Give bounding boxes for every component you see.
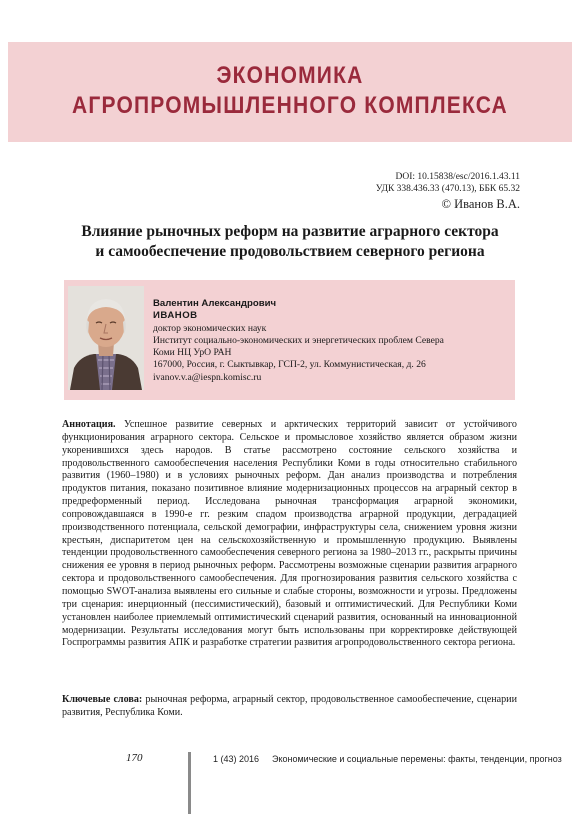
portrait-illustration	[68, 286, 144, 390]
author-institute-line2: Коми НЦ УрО РАН	[153, 347, 232, 359]
article-title-line1: Влияние рыночных реформ на развитие аграрного сектора	[81, 223, 499, 240]
doi: DOI: 10.15838/esc/2016.1.43.11	[395, 172, 520, 182]
author-institute-line1: Институт социально-экономических и энергетических проблем Севера	[153, 334, 444, 346]
abstract-label: Аннотация.	[62, 419, 116, 430]
banner-title-line2: АГРОПРОМЫШЛЕННОГО КОМПЛЕКСА	[72, 92, 508, 119]
journal-name: Экономические и социальные перемены: факты, тенденции, прогноз	[272, 754, 562, 764]
keywords-label: Ключевые слова:	[62, 694, 143, 705]
footer-divider	[188, 752, 191, 814]
author-email[interactable]: ivanov.v.a@iespn.komisc.ru	[153, 371, 262, 383]
author-address: 167000, Россия, г. Сыктывкар, ГСП-2, ул. Коммунистическая, д. 26	[153, 359, 426, 371]
article-title	[40, 222, 540, 262]
page-number: 170	[126, 752, 143, 764]
author-info-box	[64, 280, 515, 400]
author-first-name: Валентин Александрович	[153, 298, 277, 309]
author-photo	[68, 286, 144, 390]
copyright: © Иванов В.А.	[441, 197, 520, 211]
keywords	[62, 694, 517, 720]
article-title-line2: и самообеспечение продовольствием северного региона	[95, 243, 485, 260]
author-last-name: ИВАНОВ	[153, 310, 198, 322]
abstract	[62, 419, 517, 650]
keywords-text: рыночная реформа, аграрный сектор, продовольственное самообеспечение, сценарии развития, Республика Коми.	[62, 694, 517, 718]
section-banner	[8, 42, 572, 142]
udk-code: УДК 338.436.33 (470.13), ББК 65.32	[375, 184, 520, 194]
author-degree: доктор экономических наук	[153, 322, 267, 334]
banner-title-line1: ЭКОНОМИКА	[216, 62, 364, 89]
issue-number: 1 (43) 2016	[213, 754, 260, 764]
author-details	[153, 298, 444, 384]
abstract-text: Успешное развитие северных и арктических территорий зависит от устойчивого функционирования аграрного сектора. Сельское и промысловое хозяйство является образом жизни укоренившихся здесь народов. В статье рассмотрено состояние сельского хозяйства и продовольственного самообеспечения населения Республики Коми в годы относительно стабильного развития (1960–1980) и в условиях рыночных реформ. Дан анализ производства и потребления продуктов питания, показано позитивное влияние модернизационных процессов на аграрный сектор в предреформенный период. Исследована рыночная трансформация аграрной экономики, сопровождавшаяся в 1990-е гг. резким спадом производства аграрной продукции, деградацией производственного потенциала, сельской демографии, инфраструктуры села, снижением уровня жизни крестьян, диспаритетом цен на сельскохозяйственную и промышленную продукцию. Выявлены тенденции продовольственного самообеспечения северного региона за 1980–2013 гг., раскрыты причины снижения ее уровня в период рыночных реформ. Рассмотрены возможные сценарии развития аграрного сектора и продовольственного самообеспечения. Для прогнозирования развития сельского хозяйства с помощью SWOT-анализа выявлены его сильные и слабые стороны, возможности и угрозы. Предложены три сценария: инерционный (пессимистический), базовый и оптимистический. Для Республики Коми установлен наиболее приемлемый оптимистический сценарий развития, основанный на инновационной модернизации. Результаты исследования могут быть использованы при корректировке действующей Госпрограммы развития АПК и разработке стратегии развития агропродовольственного сектора региона.	[62, 419, 517, 649]
